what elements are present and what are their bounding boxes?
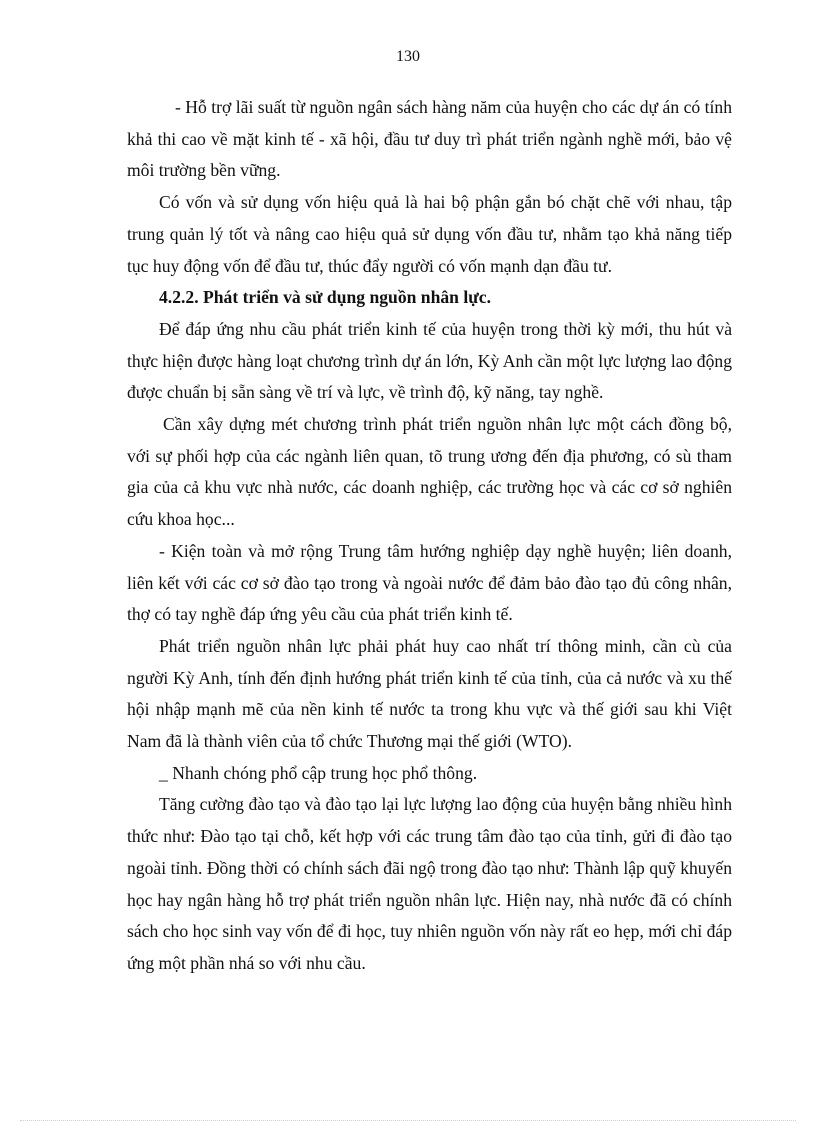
- paragraph-training-center: - Kiện toàn và mở rộng Trung tâm hướng nghiệp dạy nghề huyện; liên doanh, liên kết với các cơ sở đào tạo trong và ngoài nước để đảm bảo đào tạo đủ công nhân, thợ có tay nghề đáp ứng yêu cầu của phát triển kinh tế.: [127, 540, 732, 625]
- paragraph-capital-efficiency: Có vốn và sử dụng vốn hiệu quả là hai bộ phận gắn bó chặt chẽ với nhau, tập trung quản lý tốt và nâng cao hiệu quả sử dụng vốn đầu tư, nhằm tạo khả năng tiếp tục huy động vốn để đầu tư, thúc đẩy người có vốn mạnh dạn đầu tư.: [127, 192, 732, 276]
- paragraph-high-school-universal: _ Nhanh chóng phổ cập trung học phổ thông.: [159, 762, 478, 783]
- page-number: 130: [396, 48, 420, 65]
- paragraph-interest-support: - Hỗ trợ lãi suất từ nguồn ngân sách hàng năm của huyện cho các dự án có tính khả thi cao về mặt kinh tế - xã hội, đầu tư duy trì phát triển ngành nghề mới, bảo vệ môi trường bền vững.: [127, 97, 732, 181]
- section-heading: 4.2.2. Phát triển và sử dụng nguồn nhân lực.: [159, 287, 492, 308]
- paragraph-program-development: Cần xây dựng mét chương trình phát triển nguồn nhân lực một cách đồng bộ, với sự phối hợp của các ngành liên quan, tõ trung ương đến địa phương, có sù tham gia của cả khu vực nhà nước, các doanh nghiệp, các trường học và các cơ sở nghiên cứu khoa học...: [127, 414, 732, 530]
- paragraph-training-policy: Tăng cường đào tạo và đào tạo lại lực lượng lao động của huyện bằng nhiều hình thức như: Đào tạo tại chỗ, kết hợp với các trung tâm đào tạo của tỉnh, gửi đi đào tạo ngoài tỉnh. Đồng thời có chính sách đãi ngộ trong đào tạo như: Thành lập quỹ khuyến học hay ngân hàng hỗ trợ phát triển nguồn nhân lực. Hiện nay, nhà nước đã có chính sách cho học sinh vay vốn để đi học, tuy nhiên nguồn vốn này rất eo hẹp, mới chỉ đáp ứng một phần nhá so với nhu cầu.: [127, 794, 732, 973]
- document-body: [127, 92, 732, 980]
- paragraph-human-resources: Phát triển nguồn nhân lực phải phát huy cao nhất trí thông minh, cần cù của người Kỳ Anh, tính đến định hướng phát triển kinh tế của tỉnh, của cả nước và xu thế hội nhập mạnh mẽ của nền kinh tế nước ta trong khu vực và thế giới sau khi Việt Nam đã là thành viên của tổ chức Thương mại thế giới (WTO).: [127, 635, 732, 752]
- page-bottom-divider: [20, 1120, 796, 1121]
- paragraph-economic-needs: Để đáp ứng nhu cầu phát triển kinh tế của huyện trong thời kỳ mới, thu hút và thực hiện được hàng loạt chương trình dự án lớn, Kỳ Anh cần một lực lượng lao động được chuẩn bị sẵn sàng về trí và lực, về trình độ, kỹ năng, tay nghề.: [127, 318, 732, 403]
